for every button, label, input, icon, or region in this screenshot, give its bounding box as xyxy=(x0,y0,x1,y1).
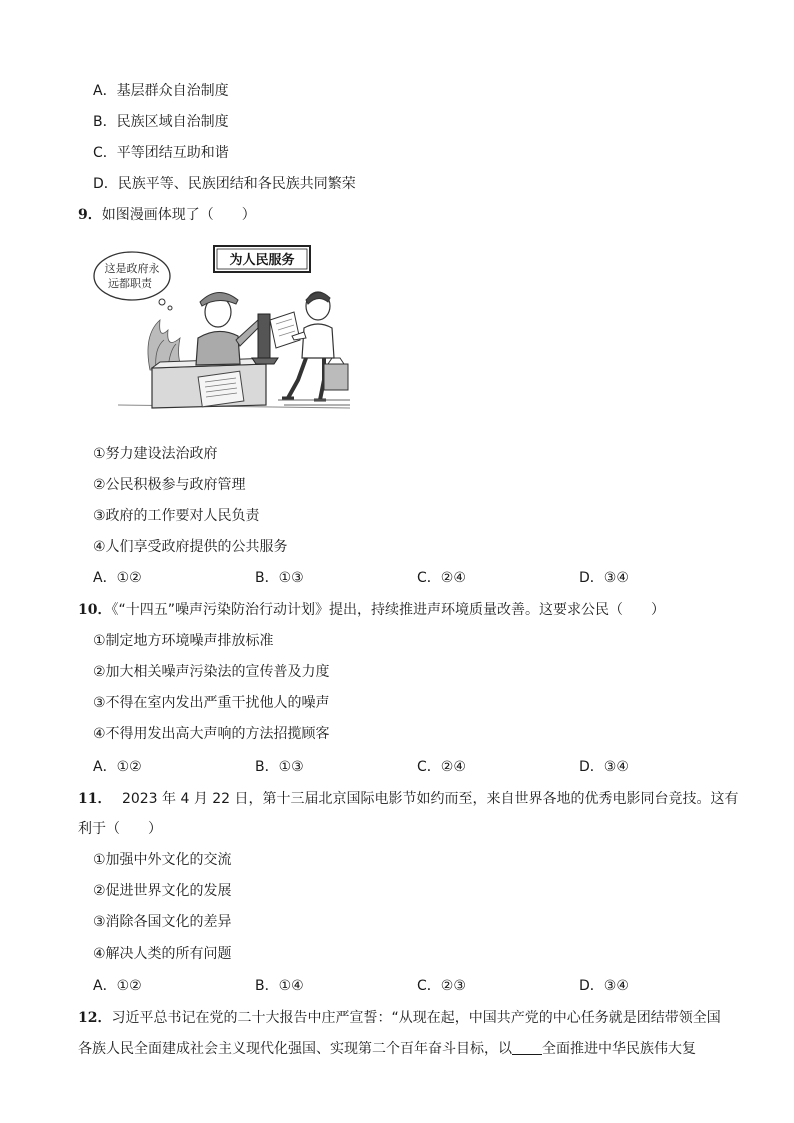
q10-choices xyxy=(93,757,733,777)
question-10-stem xyxy=(78,600,665,620)
choice-d: D．③④ xyxy=(579,759,629,775)
q10-statement-1: ①制定地方环境噪声排放标准 xyxy=(93,633,274,649)
q9-statement-4: ④人们享受政府提供的公共服务 xyxy=(93,539,288,555)
bubble-text-line2: 远都职责 xyxy=(108,277,152,290)
question-text: 如图漫画体现了（ ） xyxy=(101,207,256,223)
question-12-stem-line1 xyxy=(78,1008,721,1028)
q11-statement-3: ③消除各国文化的差异 xyxy=(93,914,232,930)
choice-d: D．③④ xyxy=(579,978,629,994)
q8-option-d: D．民族平等、民族团结和各民族共同繁荣 xyxy=(93,176,356,192)
q9-statement-3: ③政府的工作要对人民负责 xyxy=(93,508,260,524)
choice-b: B．①③ xyxy=(255,759,304,775)
fill-in-blank xyxy=(512,1040,542,1055)
choice-c: C．②③ xyxy=(417,978,466,994)
choice-a: A．①② xyxy=(93,759,142,775)
choice-c: C．②④ xyxy=(417,759,466,775)
question-11-stem-line1 xyxy=(78,789,739,809)
question-text-after-blank: 全面推进中华民族伟大复 xyxy=(542,1041,696,1057)
q9-statement-2: ②公民积极参与政府管理 xyxy=(93,477,246,493)
q10-statement-4: ④不得用发出高大声响的方法招揽顾客 xyxy=(93,726,330,742)
q10-statement-2: ②加大相关噪声污染法的宣传普及力度 xyxy=(93,664,330,680)
question-text: 习近平总书记在党的二十大报告中庄严宣誓：“从现在起，中国共产党的中心任务就是团结带领全国 xyxy=(111,1010,721,1026)
cartoon-illustration xyxy=(88,240,350,420)
question-text: 2023 年 4 月 22 日，第十三届北京国际电影节如约而至，来自世界各地的优秀电影同台竞技。这有 xyxy=(121,791,739,807)
question-11-stem-line2: 利于（ ） xyxy=(78,821,162,837)
sign-text: 为人民服务 xyxy=(229,253,295,268)
choice-a: A．①② xyxy=(93,570,142,586)
question-12-stem-line2 xyxy=(78,1039,696,1059)
choice-c: C．②④ xyxy=(417,570,466,586)
question-number: 12． xyxy=(78,1010,112,1026)
choice-b: B．①④ xyxy=(255,978,304,994)
speech-bubble xyxy=(94,252,170,300)
question-number: 10． xyxy=(78,602,112,618)
q11-statement-1: ①加强中外文化的交流 xyxy=(93,852,232,868)
question-number: 11． xyxy=(78,791,112,807)
choice-d: D．③④ xyxy=(579,570,629,586)
q8-option-b: B．民族区域自治制度 xyxy=(93,114,229,130)
q11-statement-2: ②促进世界文化的发展 xyxy=(93,883,232,899)
question-number: 9． xyxy=(78,207,102,223)
question-text-before-blank: 各族人民全面建成社会主义现代化强国、实现第二个百年奋斗目标，以 xyxy=(78,1041,512,1057)
q10-statement-3: ③不得在室内发出严重干扰他人的噪声 xyxy=(93,695,330,711)
q11-statement-4: ④解决人类的所有问题 xyxy=(93,946,232,962)
choice-a: A．①② xyxy=(93,978,142,994)
question-9-stem xyxy=(78,205,256,225)
q8-option-c: C．平等团结互助和谐 xyxy=(93,145,229,161)
bubble-text-line1: 这是政府永 xyxy=(104,262,160,275)
q9-choices xyxy=(93,568,733,588)
q9-statement-1: ①努力建设法治政府 xyxy=(93,446,218,462)
q8-option-a: A．基层群众自治制度 xyxy=(93,83,229,99)
q11-choices xyxy=(93,976,733,996)
choice-b: B．①③ xyxy=(255,570,304,586)
briefcase xyxy=(324,364,348,390)
question-text: 《“十四五”噪声污染防治行动计划》提出，持续推进声环境质量改善。这要求公民（ ） xyxy=(111,602,665,618)
